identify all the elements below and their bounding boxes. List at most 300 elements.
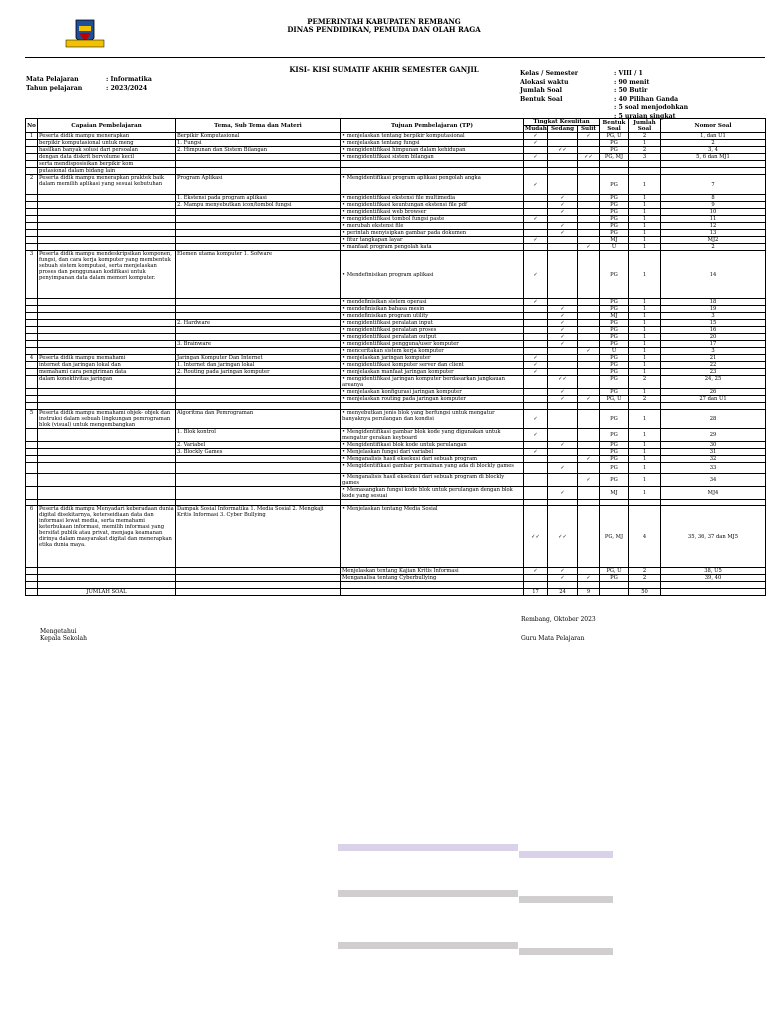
cell-no <box>26 223 38 230</box>
cell-bentuk: PG, U <box>600 396 629 403</box>
cell-sulit <box>578 209 600 216</box>
cell-bentuk: PG <box>600 195 629 202</box>
cell-bentuk: PG <box>600 175 629 195</box>
cell-sulit <box>578 568 600 575</box>
table-row <box>26 369 766 376</box>
cell-nomor: 17 <box>661 341 766 348</box>
cell-cp <box>38 209 176 216</box>
table-row <box>26 133 766 140</box>
cell-sedang <box>548 473 578 486</box>
table-row <box>26 244 766 251</box>
cell-tp: • menjelaskan routing pada jaringan komputer <box>341 396 524 403</box>
cell-sedang: ✓ <box>548 327 578 334</box>
cell-mudah: ✓ <box>524 362 548 369</box>
cell-sedang <box>548 244 578 251</box>
cell-bentuk: PG <box>600 441 629 448</box>
cell-cp <box>38 428 176 441</box>
cell-sulit <box>578 161 600 168</box>
cell-cp <box>38 448 176 455</box>
table-row <box>26 320 766 327</box>
cell-tp: • mengidentifikasi keuntungan ekstensi file pdf <box>341 202 524 209</box>
table-row <box>26 506 766 568</box>
cell-no <box>26 341 38 348</box>
cell-bentuk: U <box>600 348 629 355</box>
cell-no <box>26 140 38 147</box>
col-tp: Tujuan Pembelajaran (TP) <box>341 119 524 133</box>
cell-no <box>26 448 38 455</box>
cell-jumlah: 1 <box>629 223 661 230</box>
cell-tp: • mengidentifikasi ekstensi file multimedia <box>341 195 524 202</box>
cell-nomor: 16 <box>661 327 766 334</box>
cell-mudah: ✓ <box>524 154 548 161</box>
cell-sedang <box>548 161 578 168</box>
cell-mudah: ✓ <box>524 409 548 428</box>
cell-sedang: ✓ <box>548 389 578 396</box>
cell-sedang <box>548 355 578 362</box>
cell-mudah: ✓ <box>524 216 548 223</box>
cell-sulit: ✓ <box>578 348 600 355</box>
cell-tema <box>176 348 341 355</box>
table-row <box>26 299 766 306</box>
table-row <box>26 168 766 175</box>
table-row <box>26 306 766 313</box>
table-row <box>26 428 766 441</box>
cell-cp: Peserta didik mampu menerapkan praktek baik dalam memilih aplikasi yang sesuai kebutuhan <box>38 175 176 195</box>
cell-sedang <box>548 369 578 376</box>
cell-jumlah: 2 <box>629 396 661 403</box>
cell-jumlah: 1 <box>629 140 661 147</box>
header-rule <box>25 57 765 58</box>
cell-tp: • mengidentifikasi web browser <box>341 209 524 216</box>
class-value: : VIII / 1 <box>614 70 643 77</box>
cell-no <box>26 348 38 355</box>
cell-sedang <box>548 216 578 223</box>
cell-tp: • mendefinisikan sistem operasi <box>341 299 524 306</box>
cell-no <box>26 216 38 223</box>
cell-sedang <box>548 168 578 175</box>
cell-sulit <box>578 441 600 448</box>
cell-bentuk: PG, MJ <box>600 154 629 161</box>
cell-nomor: 3, 4 <box>661 147 766 154</box>
kisi-kisi-table <box>25 118 766 596</box>
cell-no: 2 <box>26 175 38 195</box>
cell-no <box>26 237 38 244</box>
table-row <box>26 230 766 237</box>
cell-cp <box>38 320 176 327</box>
cell-sedang: ✓ <box>548 486 578 499</box>
table-row <box>26 175 766 195</box>
cell-sulit <box>578 506 600 568</box>
table-row <box>26 202 766 209</box>
table-row <box>26 341 766 348</box>
cell-bentuk: PG <box>600 223 629 230</box>
cell-mudah: ✓ <box>524 568 548 575</box>
cell-mudah <box>524 389 548 396</box>
total-mudah: 17 <box>524 588 548 595</box>
cell-tp: • Memasangkan fungsi kode blok untuk perulangan dengan blok kode yang sesuai <box>341 486 524 499</box>
time-label: Alokasi waktu <box>520 78 569 86</box>
cell-no <box>26 306 38 313</box>
col-jumlah: Jumlah Soal <box>629 119 661 133</box>
cell-tema: 2. Hardware <box>176 320 341 327</box>
cell-tp: • mendefinisikan program utility <box>341 313 524 320</box>
cell-sedang: ✓ <box>548 230 578 237</box>
cell-mudah <box>524 320 548 327</box>
cell-tp: • Menjelaskan tentang Media Sosial <box>341 506 524 568</box>
cell-nomor: 38, U5 <box>661 568 766 575</box>
cell-sedang <box>548 348 578 355</box>
cell-cp <box>38 389 176 396</box>
cell-sulit <box>578 230 600 237</box>
cell-bentuk: PG <box>600 147 629 154</box>
decor-bar <box>519 851 613 858</box>
sign-left-2: Kepala Sekolah <box>40 635 87 642</box>
cell-mudah <box>524 376 548 389</box>
cell-no <box>26 396 38 403</box>
cell-nomor: 18 <box>661 299 766 306</box>
cell-sulit <box>578 409 600 428</box>
cell-tp: • mengidentifikasi jaringan komputer berdasarkan jangkauan areanya <box>341 376 524 389</box>
cell-jumlah: 1 <box>629 362 661 369</box>
cell-nomor: 7 <box>661 175 766 195</box>
cell-jumlah: 1 <box>629 216 661 223</box>
cell-mudah <box>524 244 548 251</box>
table-row <box>26 486 766 499</box>
col-sulit: Sulit <box>578 126 600 133</box>
cell-jumlah: 1 <box>629 320 661 327</box>
cell-tp <box>341 161 524 168</box>
cell-no <box>26 147 38 154</box>
cell-nomor: 12 <box>661 223 766 230</box>
cell-jumlah: 1 <box>629 175 661 195</box>
cell-cp <box>38 327 176 334</box>
cell-jumlah <box>629 168 661 175</box>
cell-tema: Elemen utama komputer 1. Sofware <box>176 251 341 299</box>
cell-tp: • mengidentifikasi pengguna/user komputer <box>341 341 524 348</box>
cell-tp: • mendefinisikan bahasa mesin <box>341 306 524 313</box>
cell-cp: internet dan jaringan lokal dan <box>38 362 176 369</box>
cell-tema: 1. Ekstensi pada program aplikasi <box>176 195 341 202</box>
cell-tema <box>176 209 341 216</box>
cell-jumlah: 1 <box>629 334 661 341</box>
cell-jumlah: 1 <box>629 348 661 355</box>
cell-bentuk: PG <box>600 462 629 473</box>
cell-bentuk: PG <box>600 389 629 396</box>
cell-mudah: ✓ <box>524 251 548 299</box>
cell-tp: • merubah ekstensi file <box>341 223 524 230</box>
cell-nomor: 20 <box>661 334 766 341</box>
cell-tp: Menjelaskan tentang Kajian Kritis Informasi <box>341 568 524 575</box>
cell-tp: • Menganalisis hasil eksekusi dari sebuah program di blockly games <box>341 473 524 486</box>
cell-cp: Peserta didik mampu menerapkan <box>38 133 176 140</box>
cell-mudah <box>524 306 548 313</box>
cell-bentuk <box>600 168 629 175</box>
cell-jumlah: 1 <box>629 230 661 237</box>
cell-tp: • menjelaskan jaringan komputer <box>341 355 524 362</box>
sign-right: Guru Mata Pelajaran <box>521 635 585 642</box>
cell-bentuk: PG <box>600 230 629 237</box>
cell-sedang: ✓ <box>548 223 578 230</box>
cell-tema: 2. Himpunan dan Sistem Bilangan <box>176 147 341 154</box>
cell-tema <box>176 244 341 251</box>
cell-cp <box>38 348 176 355</box>
decor-bar <box>338 844 518 851</box>
cell-bentuk: PG <box>600 216 629 223</box>
cell-mudah <box>524 168 548 175</box>
cell-sedang: ✓ <box>548 209 578 216</box>
cell-jumlah: 1 <box>629 409 661 428</box>
cell-mudah <box>524 223 548 230</box>
cell-mudah <box>524 202 548 209</box>
table-row <box>26 396 766 403</box>
cell-tp: • menyebutkan jenis blok yang berfungsi untuk mengatur banyaknya perulangan dan kondisi <box>341 409 524 428</box>
cell-mudah <box>524 147 548 154</box>
total-sulit: 9 <box>578 588 600 595</box>
total-jumlah: 50 <box>629 588 661 595</box>
table-row <box>26 568 766 575</box>
decor-bar <box>338 942 518 949</box>
cell-sulit: ✓ <box>578 455 600 462</box>
cell-tema: Dampak Sosial Informatika 1. Media Sosial 2. Mengkaji Kritis Informasi 3. Cyber Bullying <box>176 506 341 568</box>
cell-tp: • mengidentifikasi peralatan proses <box>341 327 524 334</box>
cell-mudah: ✓ <box>524 299 548 306</box>
gov-title: PEMERINTAH KABUPATEN REMBANG <box>307 17 461 26</box>
cell-mudah <box>524 462 548 473</box>
doc-title: KISI- KISI SUMATIF AKHIR SEMESTER GANJIL <box>289 65 479 74</box>
cell-sulit <box>578 448 600 455</box>
table-row <box>26 409 766 428</box>
cell-sedang: ✓ <box>548 441 578 448</box>
cell-bentuk: U <box>600 244 629 251</box>
cell-sulit <box>578 195 600 202</box>
cell-cp <box>38 306 176 313</box>
cell-sedang: ✓ <box>548 568 578 575</box>
cell-no <box>26 313 38 320</box>
cell-bentuk: MJ <box>600 486 629 499</box>
cell-tp: • Menjelaskan fungsi dari variabel <box>341 448 524 455</box>
cell-nomor: 1, dan U1 <box>661 133 766 140</box>
cell-jumlah: 1 <box>629 341 661 348</box>
cell-tp: • manfaat program pengolah kata <box>341 244 524 251</box>
cell-bentuk: PG <box>600 334 629 341</box>
cell-tema <box>176 154 341 161</box>
cell-nomor: 28 <box>661 409 766 428</box>
cell-mudah <box>524 473 548 486</box>
cell-jumlah: 2 <box>629 568 661 575</box>
cell-sulit <box>578 334 600 341</box>
table-row <box>26 216 766 223</box>
cell-tema: 3. Blockly Games <box>176 448 341 455</box>
cell-sedang <box>548 140 578 147</box>
cell-mudah: ✓ <box>524 237 548 244</box>
cell-cp <box>38 299 176 306</box>
cell-cp <box>38 230 176 237</box>
cell-no <box>26 195 38 202</box>
cell-sedang <box>548 448 578 455</box>
cell-sedang: ✓ <box>548 334 578 341</box>
cell-cp <box>38 244 176 251</box>
cell-tp: • Mengidentifikasi program aplikasi pengolah angka <box>341 175 524 195</box>
cell-sulit <box>578 320 600 327</box>
cell-mudah <box>524 341 548 348</box>
col-sedang: Sedang <box>548 126 578 133</box>
cell-bentuk: PG <box>600 473 629 486</box>
cell-sedang: ✓ <box>548 306 578 313</box>
cell-tema <box>176 223 341 230</box>
cell-sulit <box>578 369 600 376</box>
col-cp: Capaian Pembelajaran <box>38 119 176 133</box>
table-row <box>26 161 766 168</box>
cell-sedang <box>548 362 578 369</box>
count-value: : 50 Butir <box>614 87 648 94</box>
table-row <box>26 237 766 244</box>
cell-no <box>26 209 38 216</box>
cell-tp: • menjelaskan konfigurasi jaringan komputer <box>341 389 524 396</box>
cell-no <box>26 369 38 376</box>
cell-tema <box>176 334 341 341</box>
cell-jumlah: 1 <box>629 299 661 306</box>
total-label: JUMLAH SOAL <box>38 588 176 595</box>
cell-cp <box>38 473 176 486</box>
cell-tp: • Mendefinisikan program aplikasi <box>341 251 524 299</box>
table-row <box>26 327 766 334</box>
cell-tp: • menceritakan sistem kerja komputer <box>341 348 524 355</box>
cell-sulit <box>578 140 600 147</box>
cell-jumlah: 1 <box>629 428 661 441</box>
cell-sedang: ✓ <box>548 195 578 202</box>
count-label: Jumlah Soal <box>520 87 562 94</box>
cell-bentuk: PG <box>600 306 629 313</box>
cell-no: 5 <box>26 409 38 428</box>
cell-jumlah: 2 <box>629 376 661 389</box>
cell-mudah: ✓✓ <box>524 506 548 568</box>
cell-nomor: 29 <box>661 428 766 441</box>
cell-sulit <box>578 168 600 175</box>
cell-tp: • mengidentifikasi sistem bilangan <box>341 154 524 161</box>
table-row <box>26 462 766 473</box>
cell-no <box>26 154 38 161</box>
cell-bentuk: MJ <box>600 313 629 320</box>
cell-cp <box>38 341 176 348</box>
cell-cp: berpikir komputasional untuk meng <box>38 140 176 147</box>
cell-cp <box>38 486 176 499</box>
cell-no <box>26 462 38 473</box>
cell-tp: • Menganalisis hasil eksekusi dari sebuah program <box>341 455 524 462</box>
cell-bentuk: PG <box>600 209 629 216</box>
cell-sulit <box>578 175 600 195</box>
cell-mudah <box>524 230 548 237</box>
cell-sulit <box>578 299 600 306</box>
cell-mudah <box>524 348 548 355</box>
cell-nomor: 14 <box>661 251 766 299</box>
cell-tp: • mengidentifikasi komputer server dan client <box>341 362 524 369</box>
total-row <box>26 588 766 595</box>
cell-sedang: ✓ <box>548 575 578 582</box>
cell-nomor: 30 <box>661 441 766 448</box>
cell-cp <box>38 441 176 448</box>
cell-sedang <box>548 428 578 441</box>
cell-no: 1 <box>26 133 38 140</box>
cell-no <box>26 299 38 306</box>
cell-sulit <box>578 362 600 369</box>
cell-tp: • perintah menyisipkan gambar pada dokumen <box>341 230 524 237</box>
cell-sedang <box>548 133 578 140</box>
cell-tp: • mengidentifikasi tombol fungsi paste <box>341 216 524 223</box>
cell-sulit <box>578 147 600 154</box>
cell-bentuk <box>600 161 629 168</box>
cell-nomor: 31 <box>661 448 766 455</box>
cell-cp: memahami cara pengiriman data <box>38 369 176 376</box>
cell-bentuk: MJ <box>600 237 629 244</box>
cell-no <box>26 473 38 486</box>
cell-tp: • mengidentifikasi peralatan input <box>341 320 524 327</box>
cell-nomor: MJ2 <box>661 237 766 244</box>
cell-mudah <box>524 313 548 320</box>
sign-left-1: Mengetahui <box>40 628 77 635</box>
cell-sedang <box>548 409 578 428</box>
table-row <box>26 355 766 362</box>
cell-bentuk: PG, MJ <box>600 506 629 568</box>
cell-cp <box>38 396 176 403</box>
cell-sulit <box>578 355 600 362</box>
cell-no: 6 <box>26 506 38 568</box>
dept-title: DINAS PENDIDIKAN, PEMUDA DAN OLAH RAGA <box>287 25 481 34</box>
cell-nomor: 27 dan U1 <box>661 396 766 403</box>
decor-bar <box>519 896 613 903</box>
cell-tema <box>176 327 341 334</box>
cell-nomor: 19 <box>661 306 766 313</box>
cell-sulit: ✓ <box>578 473 600 486</box>
cell-cp <box>38 575 176 582</box>
table-row <box>26 147 766 154</box>
cell-jumlah <box>629 161 661 168</box>
cell-nomor: 11 <box>661 216 766 223</box>
year-label: Tahun pelajaran <box>26 84 83 92</box>
cell-tp <box>341 168 524 175</box>
cell-nomor: 34 <box>661 473 766 486</box>
cell-nomor: 22 <box>661 362 766 369</box>
cell-mudah <box>524 486 548 499</box>
cell-sulit: ✓✓ <box>578 154 600 161</box>
cell-bentuk: PG, U <box>600 568 629 575</box>
total-sedang: 24 <box>548 588 578 595</box>
cell-tp: • mengidentifikasi himpunan dalam kehidupan <box>341 147 524 154</box>
cell-sulit <box>578 313 600 320</box>
table-row <box>26 455 766 462</box>
cell-nomor: 24, 25 <box>661 376 766 389</box>
place-date: Rembang, Oktober 2023 <box>521 616 596 623</box>
table-row <box>26 209 766 216</box>
cell-jumlah: 1 <box>629 244 661 251</box>
cell-mudah <box>524 575 548 582</box>
cell-bentuk: PG <box>600 376 629 389</box>
cell-bentuk: PG <box>600 355 629 362</box>
cell-jumlah: 4 <box>629 506 661 568</box>
cell-jumlah: 1 <box>629 486 661 499</box>
cell-jumlah: 1 <box>629 202 661 209</box>
cell-cp: dalam konektivitas jaringan <box>38 376 176 389</box>
time-value: : 90 menit <box>614 78 650 86</box>
decor-bar <box>338 890 518 897</box>
cell-no <box>26 334 38 341</box>
cell-bentuk: PG <box>600 448 629 455</box>
cell-tema <box>176 299 341 306</box>
cell-sedang: ✓ <box>548 462 578 473</box>
cell-tema <box>176 216 341 223</box>
cell-tema <box>176 313 341 320</box>
cell-nomor: 2 <box>661 244 766 251</box>
cell-jumlah: 1 <box>629 389 661 396</box>
